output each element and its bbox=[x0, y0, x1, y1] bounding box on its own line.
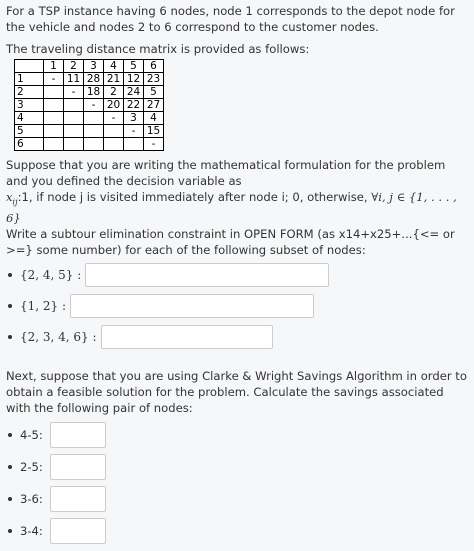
savings-answer-input[interactable] bbox=[50, 422, 106, 448]
bullet-icon bbox=[8, 497, 12, 501]
bullet-icon bbox=[8, 529, 12, 533]
matrix-cell: - bbox=[104, 112, 124, 125]
matrix-column-header: 2 bbox=[64, 60, 84, 73]
savings-answer-input[interactable] bbox=[50, 518, 106, 544]
matrix-cell: 18 bbox=[84, 86, 104, 99]
subset-list bbox=[6, 262, 468, 350]
savings-answer-input[interactable] bbox=[50, 454, 106, 480]
matrix-cell bbox=[104, 125, 124, 138]
matrix-row-header: 2 bbox=[15, 86, 44, 99]
matrix-row bbox=[15, 99, 164, 112]
matrix-cell: - bbox=[44, 73, 64, 86]
savings-item bbox=[6, 518, 468, 544]
matrix-cell: 27 bbox=[144, 99, 164, 112]
matrix-cell: - bbox=[124, 125, 144, 138]
matrix-cell: 22 bbox=[124, 99, 144, 112]
matrix-cell: 3 bbox=[124, 112, 144, 125]
matrix-cell: 12 bbox=[124, 73, 144, 86]
decision-variable-text: :1, if node j is visited immediately after node i; 0, otherwise, bbox=[17, 190, 372, 204]
matrix-column-header: 6 bbox=[144, 60, 164, 73]
bullet-icon bbox=[8, 335, 12, 339]
matrix-column-header: 3 bbox=[84, 60, 104, 73]
formulation-text: Suppose that you are writing the mathematical formulation for the problem and you defined the decision variable as bbox=[6, 158, 446, 188]
subset-label: {1, 2} : bbox=[20, 299, 67, 314]
matrix-cell: 24 bbox=[124, 86, 144, 99]
matrix-row-header: 6 bbox=[15, 138, 44, 151]
subset-label: {2, 3, 4, 6} : bbox=[20, 330, 97, 345]
matrix-cell bbox=[104, 138, 124, 151]
decision-variable-definition bbox=[6, 189, 468, 226]
matrix-cell: 4 bbox=[144, 112, 164, 125]
pair-label: 4-5: bbox=[20, 428, 43, 443]
subset-answer-input[interactable] bbox=[101, 325, 273, 349]
matrix-cell bbox=[124, 138, 144, 151]
matrix-column-header: 5 bbox=[124, 60, 144, 73]
matrix-corner-cell bbox=[15, 60, 44, 73]
matrix-row-header: 3 bbox=[15, 99, 44, 112]
matrix-intro-text: The traveling distance matrix is provided as follows: bbox=[6, 42, 310, 56]
matrix-row bbox=[15, 138, 164, 151]
matrix-row bbox=[15, 73, 164, 86]
matrix-cell: 23 bbox=[144, 73, 164, 86]
matrix-cell bbox=[84, 138, 104, 151]
bullet-icon bbox=[8, 465, 12, 469]
matrix-column-header: 1 bbox=[44, 60, 64, 73]
pair-label: 3-6: bbox=[20, 492, 43, 507]
matrix-cell: 21 bbox=[104, 73, 124, 86]
matrix-row bbox=[15, 86, 164, 99]
matrix-cell bbox=[44, 138, 64, 151]
subset-label: {2, 4, 5} : bbox=[20, 268, 82, 283]
intro-text: For a TSP instance having 6 nodes, node 1 corresponds to the depot node for the vehicle and nodes 2 to 6 correspond to the customer nodes. bbox=[6, 4, 455, 34]
matrix-cell bbox=[44, 86, 64, 99]
matrix-row-header: 4 bbox=[15, 112, 44, 125]
savings-item bbox=[6, 454, 468, 480]
decision-variable-subscript: ij bbox=[12, 197, 18, 207]
decision-variable-domain: ∀i, j ∈ {1, . . . , 6} bbox=[6, 190, 457, 226]
matrix-cell bbox=[44, 125, 64, 138]
matrix-cell: - bbox=[84, 99, 104, 112]
matrix-header-row bbox=[15, 60, 164, 73]
matrix-cell: 5 bbox=[144, 86, 164, 99]
matrix-cell: 2 bbox=[104, 86, 124, 99]
savings-intro-text: Next, suppose that you are using Clarke & Wright Savings Algorithm in order to obtain a feasible solution for the problem. Calculate the savings associated with the following pair of nodes: bbox=[6, 369, 467, 416]
distance-matrix-table bbox=[14, 59, 164, 151]
pair-label: 3-4: bbox=[20, 524, 43, 539]
matrix-cell bbox=[44, 112, 64, 125]
matrix-cell bbox=[64, 138, 84, 151]
matrix-row-header: 1 bbox=[15, 73, 44, 86]
matrix-cell bbox=[64, 112, 84, 125]
matrix-cell: 20 bbox=[104, 99, 124, 112]
subtour-instruction: Write a subtour elimination constraint in OPEN FORM (as x14+x25+...{<= or >=} some number) for each of the following subset of nodes: bbox=[6, 227, 455, 258]
decision-variable-symbol: x bbox=[6, 190, 13, 204]
matrix-row-header: 5 bbox=[15, 125, 44, 138]
matrix-column-header: 4 bbox=[104, 60, 124, 73]
subset-item bbox=[6, 262, 468, 288]
matrix-cell: 15 bbox=[144, 125, 164, 138]
subset-answer-input[interactable] bbox=[70, 294, 314, 318]
subset-item bbox=[6, 293, 468, 319]
matrix-cell bbox=[84, 112, 104, 125]
bullet-icon bbox=[8, 273, 12, 277]
matrix-cell: 28 bbox=[84, 73, 104, 86]
matrix-cell: - bbox=[64, 86, 84, 99]
bullet-icon bbox=[8, 304, 12, 308]
subset-answer-input[interactable] bbox=[85, 263, 329, 287]
savings-list bbox=[6, 422, 468, 544]
matrix-cell: 11 bbox=[64, 73, 84, 86]
subset-item bbox=[6, 324, 468, 350]
bullet-icon bbox=[8, 433, 12, 437]
pair-label: 2-5: bbox=[20, 460, 43, 475]
matrix-cell bbox=[64, 125, 84, 138]
savings-item bbox=[6, 486, 468, 512]
matrix-cell bbox=[64, 99, 84, 112]
matrix-cell bbox=[84, 125, 104, 138]
matrix-cell bbox=[44, 99, 64, 112]
savings-answer-input[interactable] bbox=[50, 486, 106, 512]
matrix-cell: - bbox=[144, 138, 164, 151]
matrix-row bbox=[15, 125, 164, 138]
matrix-row bbox=[15, 112, 164, 125]
savings-item bbox=[6, 422, 468, 448]
